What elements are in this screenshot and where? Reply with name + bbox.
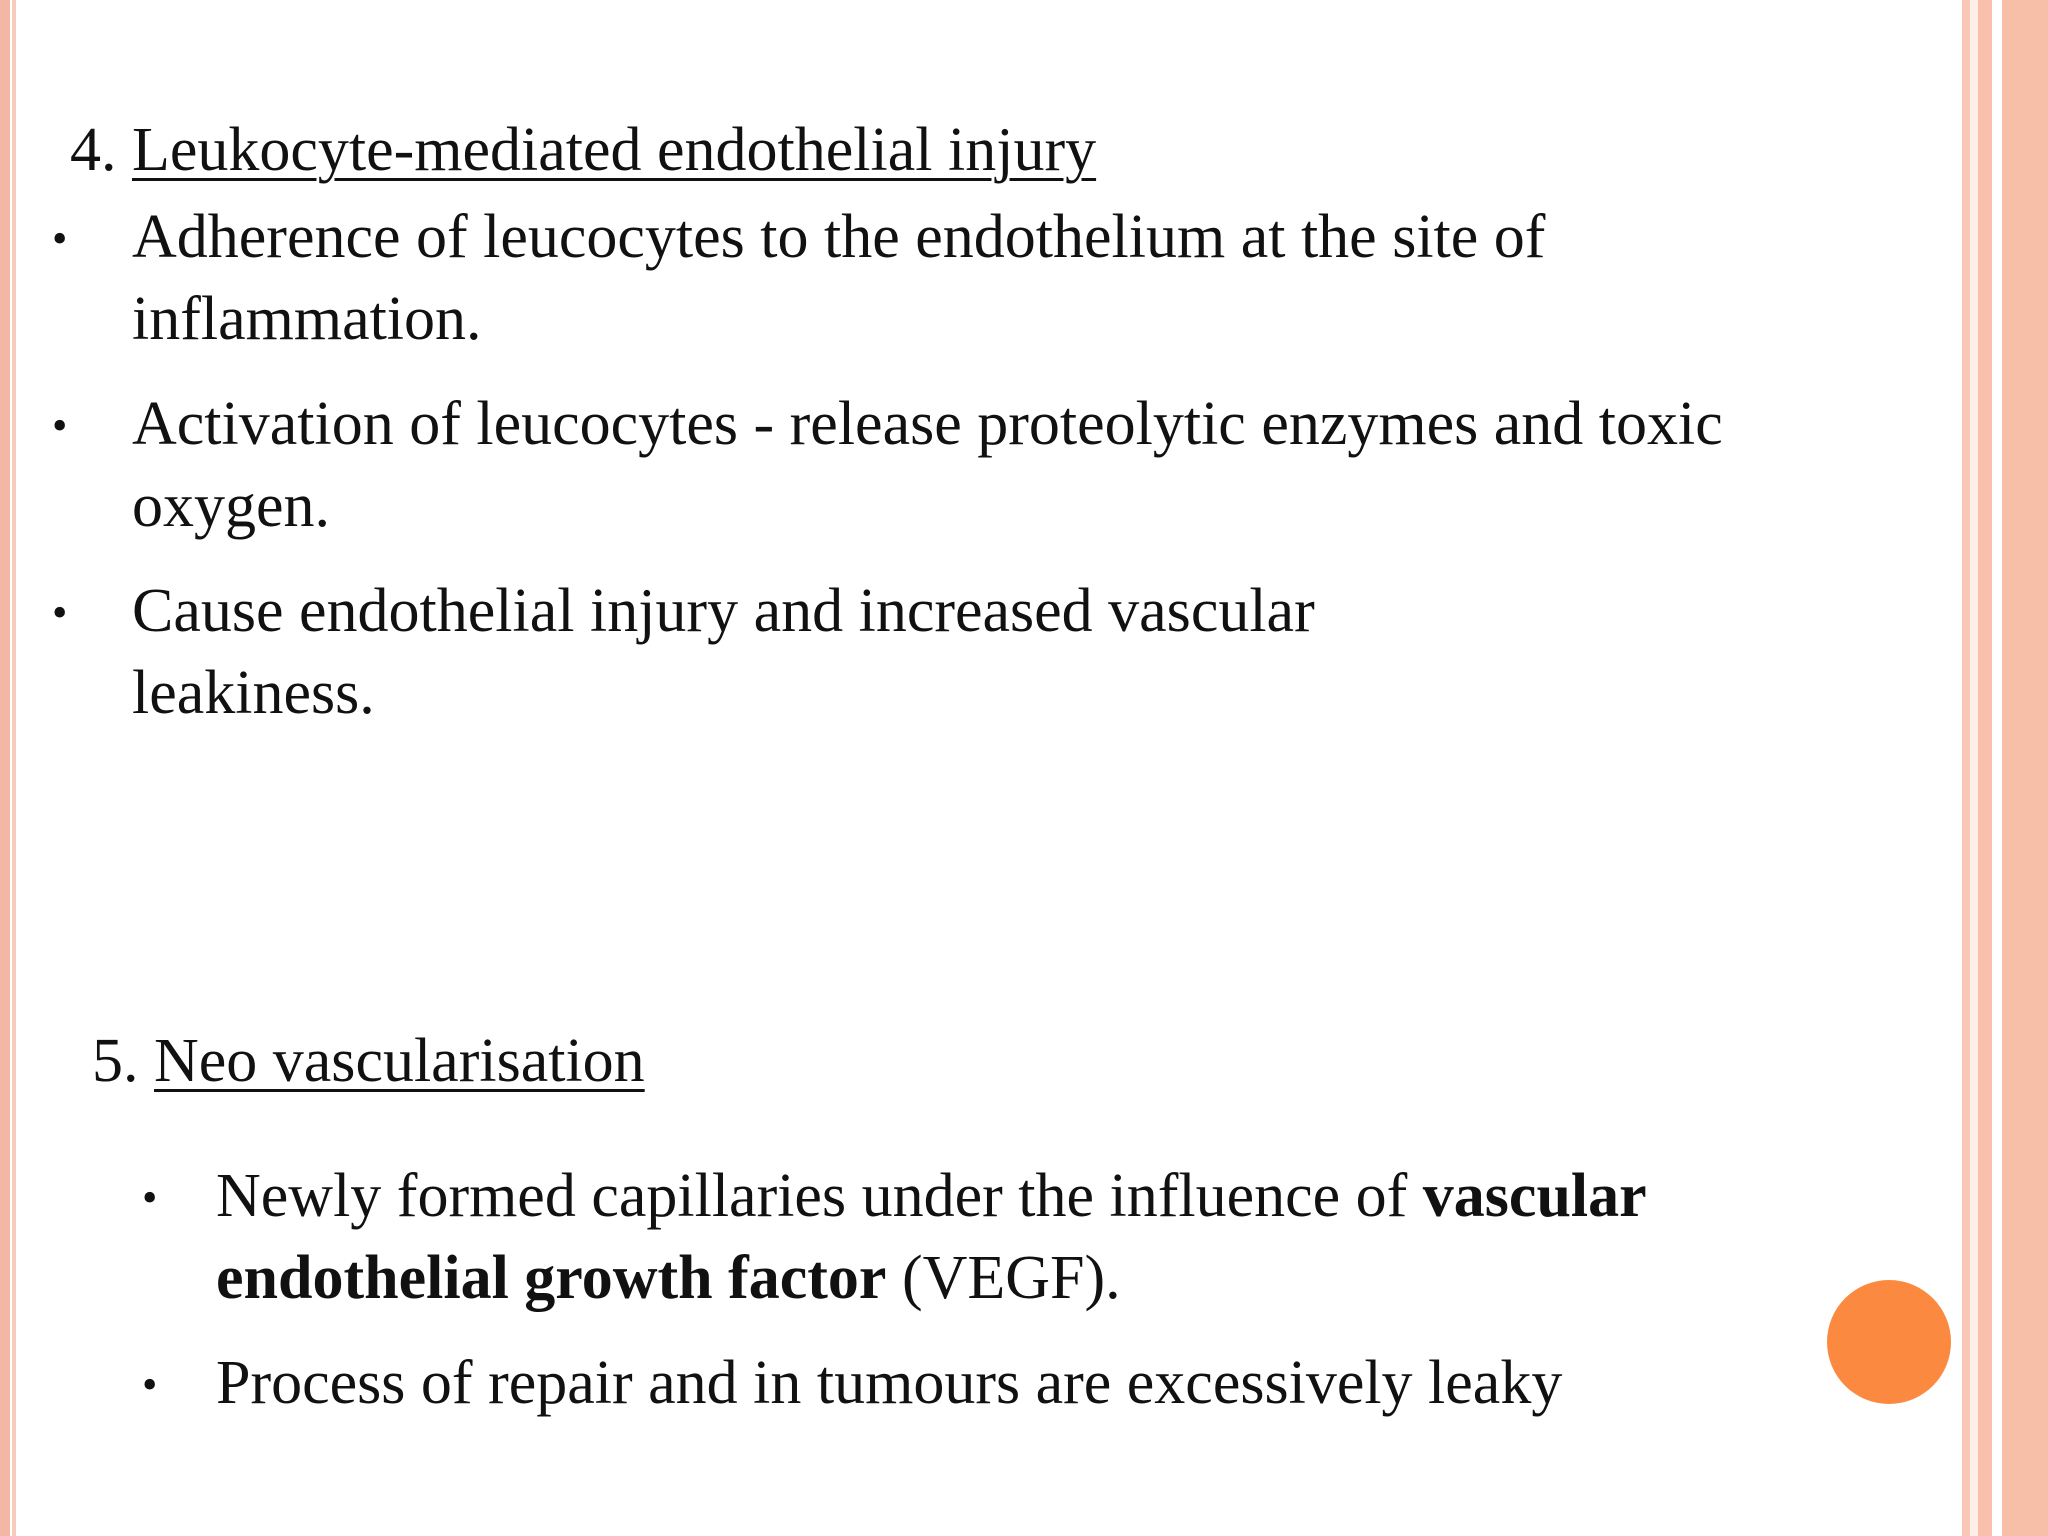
section-5-number: 5.	[92, 1027, 139, 1095]
bullet-dot: •	[52, 401, 68, 450]
list-item	[52, 196, 1752, 360]
list-item-text: Process of repair and in tumours are excessively leaky	[216, 1349, 1563, 1417]
section-5-bullets	[142, 1155, 1816, 1447]
list-item-text	[216, 1162, 1646, 1312]
left-border-inner	[12, 0, 16, 1536]
list-item-text: Adherence of leucocytes to the endothelium at the site of inflammation.	[132, 203, 1546, 353]
section-4-heading	[70, 114, 1096, 186]
list-item-text: Cause endothelial injury and increased vascular leakiness.	[132, 577, 1315, 727]
section-4-number: 4.	[70, 116, 117, 184]
bullet-dot: •	[142, 1173, 158, 1222]
bullet-dot: •	[52, 588, 68, 637]
right-border-gap-2	[1992, 0, 2002, 1536]
right-border-stripe	[1962, 0, 1970, 1536]
section-4-title: Leukocyte-mediated endothelial injury	[132, 116, 1097, 184]
bullet-dot: •	[52, 214, 68, 263]
list-item	[52, 383, 1752, 547]
list-item	[142, 1342, 1576, 1424]
list-item-text-part: (VEGF).	[886, 1244, 1121, 1312]
section-5-title: Neo vascularisation	[154, 1027, 645, 1095]
list-item	[52, 570, 1512, 734]
list-item-text-part: Newly formed capillaries under the influence of	[216, 1162, 1423, 1230]
left-border	[0, 0, 10, 1536]
accent-circle	[1827, 1280, 1951, 1404]
vegf-bold-term: vascular endothelial growth factor	[216, 1162, 1646, 1312]
right-border-gap	[1970, 0, 1978, 1536]
section-5-heading	[92, 1025, 645, 1097]
bullet-dot: •	[142, 1360, 158, 1409]
right-border-edge	[2002, 0, 2048, 1536]
right-border-stripe-wide	[1978, 0, 1992, 1536]
list-item-text: Activation of leucocytes - release proteolytic enzymes and toxic oxygen.	[132, 390, 1723, 540]
section-4-bullets	[52, 196, 1752, 757]
list-item	[142, 1155, 1816, 1319]
